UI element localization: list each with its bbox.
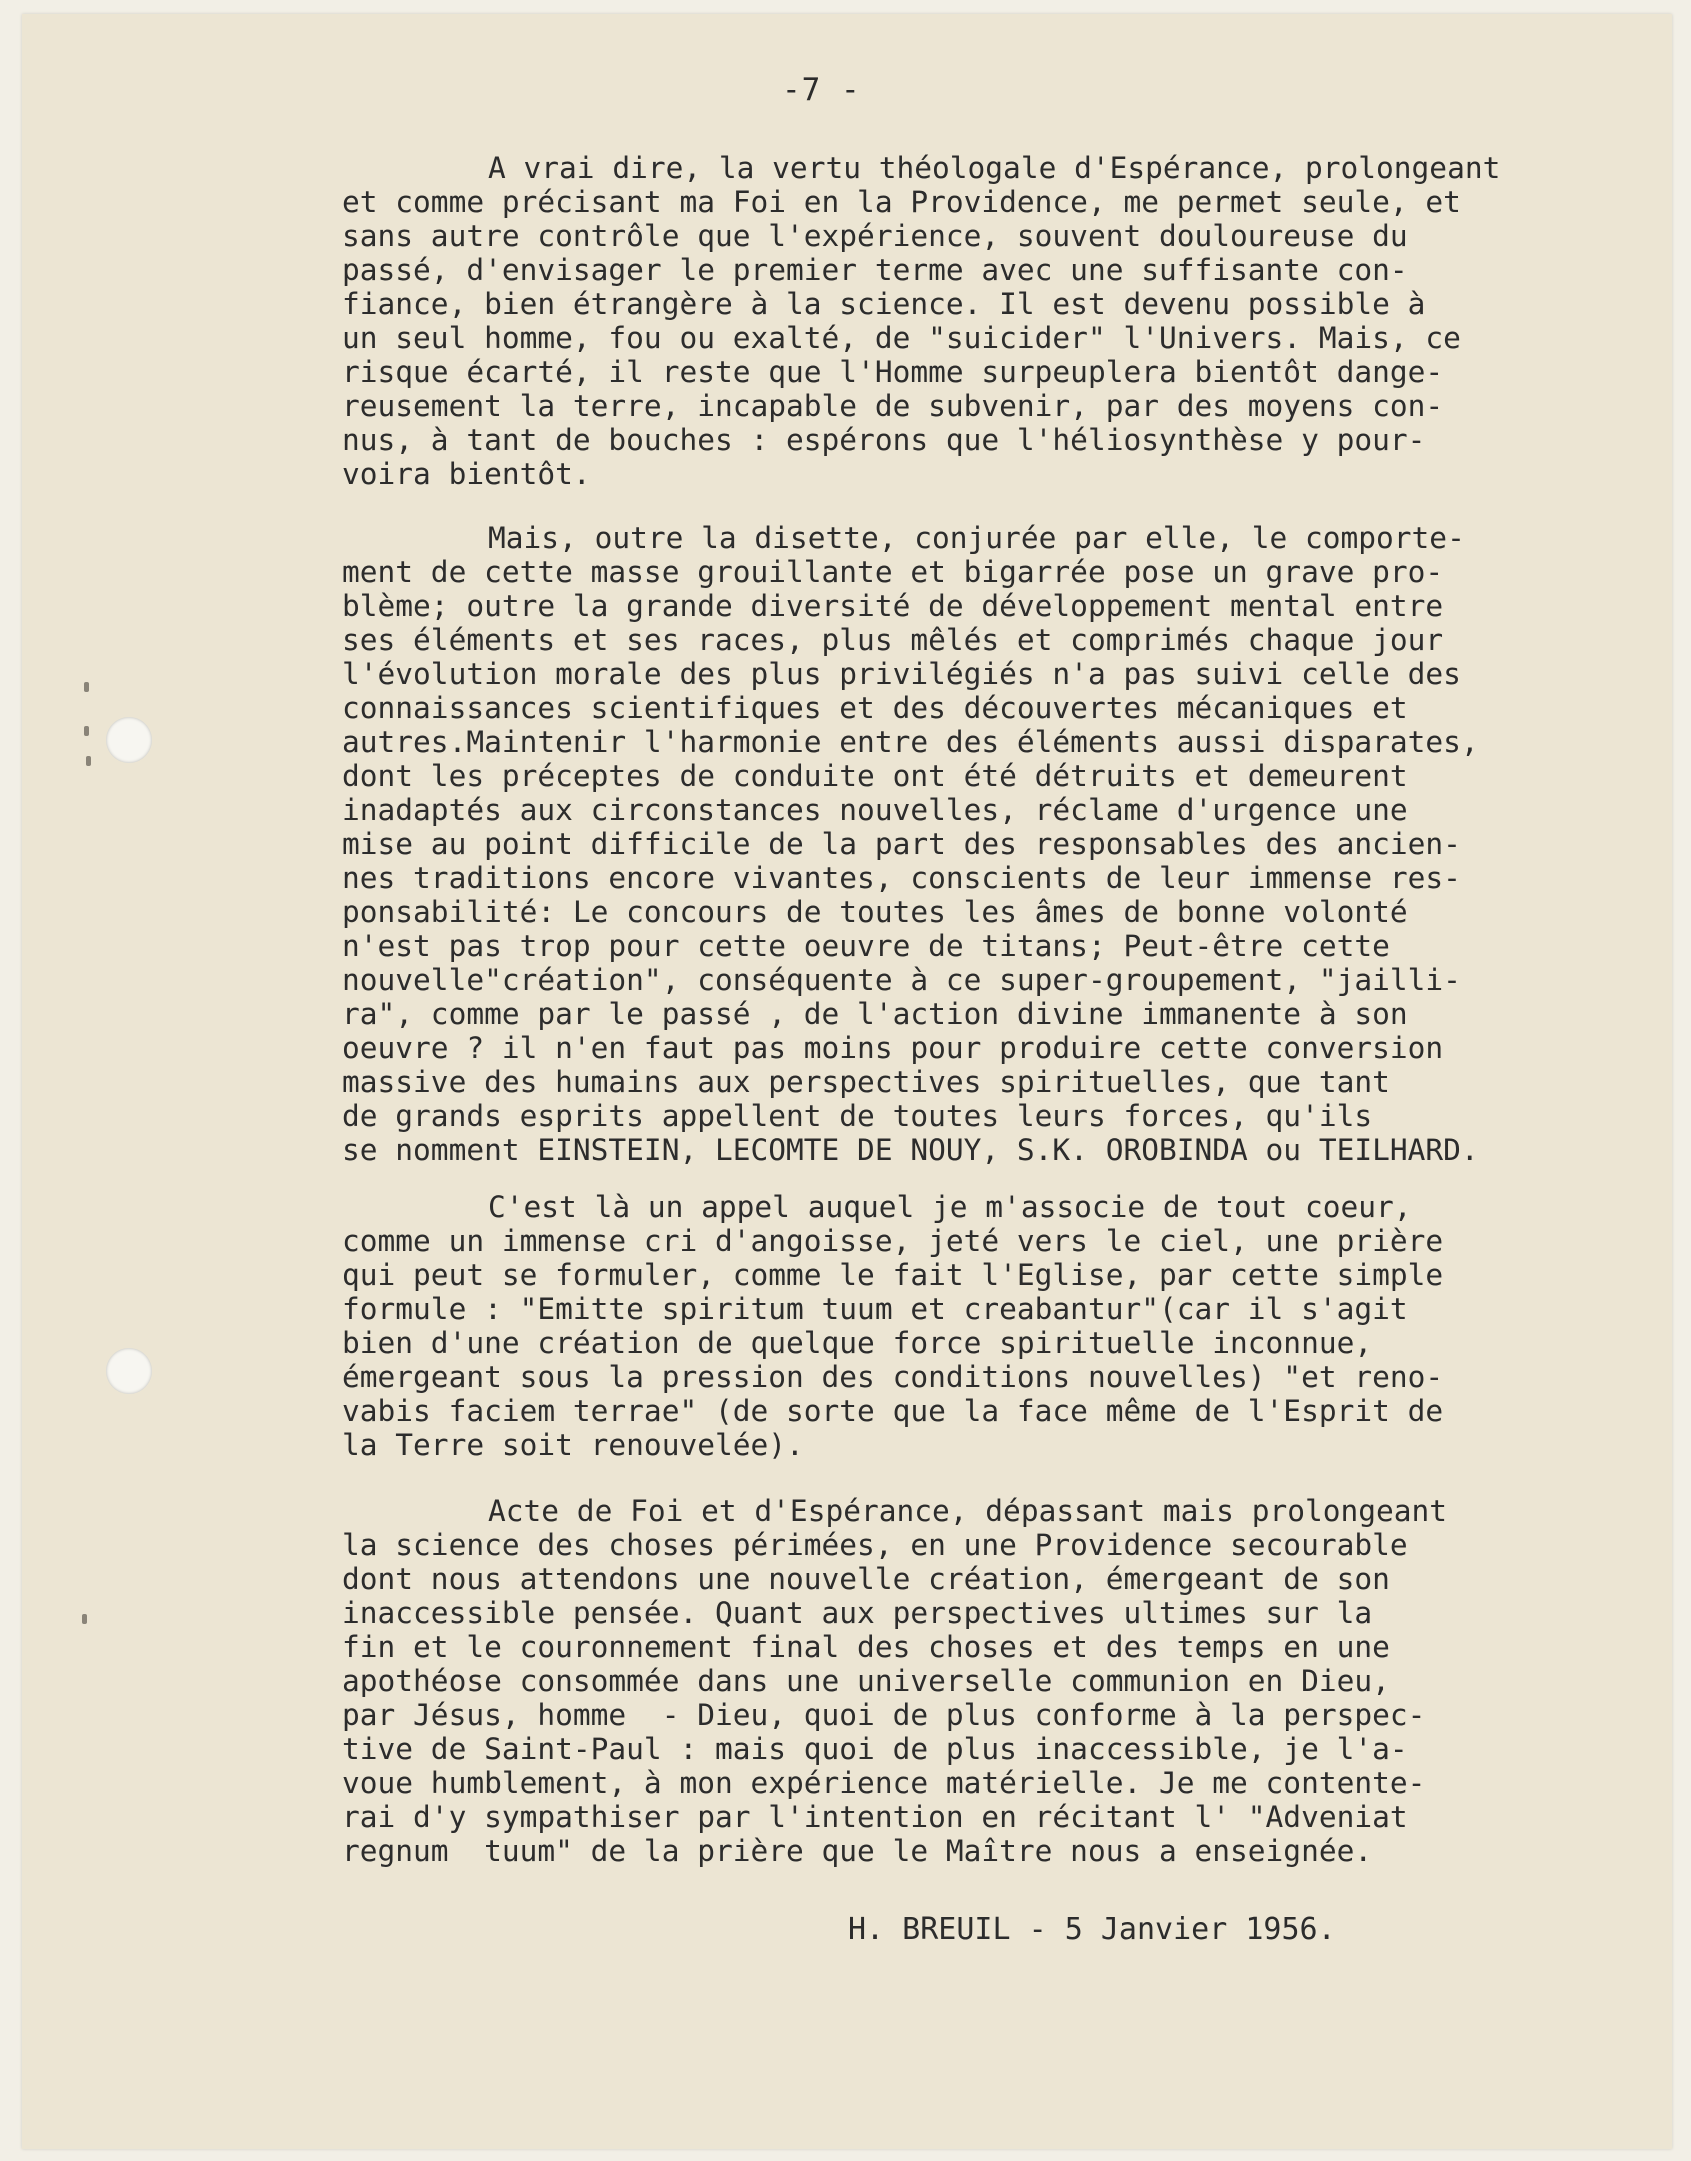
- text-line: comme un immense cri d'angoisse, jeté vers le ciel, une prière: [342, 1224, 1444, 1258]
- page-number: -7 -: [782, 72, 861, 108]
- paragraph-3: [342, 1190, 1642, 1462]
- text-line: risque écarté, il reste que l'Homme surpeuplera bientôt dange-: [342, 355, 1444, 389]
- text-line: qui peut se formuler, comme le fait l'Eglise, par cette simple: [342, 1258, 1444, 1292]
- punch-hole-top: [106, 717, 152, 763]
- typewritten-page: [22, 14, 1672, 2149]
- text-line: voira bientôt.: [342, 457, 591, 491]
- text-line: blème; outre la grande diversité de développement mental entre: [342, 589, 1444, 623]
- text-line: C'est là un appel auquel je m'associe de tout coeur,: [488, 1190, 1412, 1224]
- text-line: bien d'une création de quelque force spirituelle inconnue,: [342, 1326, 1373, 1360]
- text-line: inadaptés aux circonstances nouvelles, réclame d'urgence une: [342, 793, 1408, 827]
- text-line: massive des humains aux perspectives spirituelles, que tant: [342, 1065, 1390, 1099]
- text-line: la Terre soit renouvelée).: [342, 1428, 804, 1462]
- text-line: autres.Maintenir l'harmonie entre des éléments aussi disparates,: [342, 725, 1479, 759]
- text-line: fiance, bien étrangère à la science. Il est devenu possible à: [342, 287, 1426, 321]
- text-line: passé, d'envisager le premier terme avec une suffisante con-: [342, 253, 1408, 287]
- paragraph-4: [342, 1494, 1642, 1868]
- text-line: connaissances scientifiques et des découvertes mécaniques et: [342, 691, 1408, 725]
- punch-hole-bottom: [106, 1348, 152, 1394]
- margin-mark: [84, 726, 89, 736]
- text-line: oeuvre ? il n'en faut pas moins pour produire cette conversion: [342, 1031, 1444, 1065]
- text-line: sans autre contrôle que l'expérience, souvent douloureuse du: [342, 219, 1408, 253]
- text-line: un seul homme, fou ou exalté, de "suicider" l'Univers. Mais, ce: [342, 321, 1461, 355]
- text-line: inaccessible pensée. Quant aux perspectives ultimes sur la: [342, 1596, 1373, 1630]
- text-line: A vrai dire, la vertu théologale d'Espérance, prolongeant: [488, 151, 1501, 185]
- text-line: Acte de Foi et d'Espérance, dépassant mais prolongeant: [488, 1494, 1448, 1528]
- paragraph-1: [342, 151, 1642, 491]
- text-line: voue humblement, à mon expérience matérielle. Je me contente-: [342, 1766, 1426, 1800]
- text-line: reusement la terre, incapable de subvenir, par des moyens con-: [342, 389, 1444, 423]
- text-line: dont nous attendons une nouvelle création, émergeant de son: [342, 1562, 1390, 1596]
- paragraph-2: [342, 521, 1642, 1167]
- text-line: formule : "Emitte spiritum tuum et creabantur"(car il s'agit: [342, 1292, 1408, 1326]
- text-line: nus, à tant de bouches : espérons que l'héliosynthèse y pour-: [342, 423, 1426, 457]
- margin-mark: [84, 682, 89, 692]
- margin-mark: [82, 1614, 87, 1624]
- text-line: ponsabilité: Le concours de toutes les âmes de bonne volonté: [342, 895, 1408, 929]
- margin-mark: [86, 756, 91, 766]
- text-line: Mais, outre la disette, conjurée par elle, le comporte-: [488, 521, 1465, 555]
- text-line: ment de cette masse grouillante et bigarrée pose un grave pro-: [342, 555, 1444, 589]
- text-line: vabis faciem terrae" (de sorte que la face même de l'Esprit de: [342, 1394, 1444, 1428]
- text-line: se nomment EINSTEIN, LECOMTE DE NOUY, S.K. OROBINDA ou TEILHARD.: [342, 1133, 1479, 1167]
- text-line: ses éléments et ses races, plus mêlés et comprimés chaque jour: [342, 623, 1444, 657]
- text-line: de grands esprits appellent de toutes leurs forces, qu'ils: [342, 1099, 1373, 1133]
- text-line: nouvelle"création", conséquente à ce super-groupement, "jailli-: [342, 963, 1461, 997]
- text-line: émergeant sous la pression des conditions nouvelles) "et reno-: [342, 1360, 1444, 1394]
- text-line: rai d'y sympathiser par l'intention en récitant l' "Adveniat: [342, 1800, 1408, 1834]
- signature-line: H. BREUIL - 5 Janvier 1956.: [848, 1912, 1336, 1947]
- text-line: mise au point difficile de la part des responsables des ancien-: [342, 827, 1461, 861]
- text-line: regnum tuum" de la prière que le Maître nous a enseignée.: [342, 1834, 1373, 1868]
- text-line: l'évolution morale des plus privilégiés n'a pas suivi celle des: [342, 657, 1461, 691]
- text-line: nes traditions encore vivantes, conscients de leur immense res-: [342, 861, 1461, 895]
- text-line: la science des choses périmées, en une Providence secourable: [342, 1528, 1408, 1562]
- text-line: ra", comme par le passé , de l'action divine immanente à son: [342, 997, 1408, 1031]
- text-line: apothéose consommée dans une universelle communion en Dieu,: [342, 1664, 1390, 1698]
- text-line: par Jésus, homme - Dieu, quoi de plus conforme à la perspec-: [342, 1698, 1426, 1732]
- text-line: n'est pas trop pour cette oeuvre de titans; Peut-être cette: [342, 929, 1390, 963]
- text-line: tive de Saint-Paul : mais quoi de plus inaccessible, je l'a-: [342, 1732, 1408, 1766]
- text-line: dont les préceptes de conduite ont été détruits et demeurent: [342, 759, 1408, 793]
- text-line: fin et le couronnement final des choses et des temps en une: [342, 1630, 1390, 1664]
- text-line: et comme précisant ma Foi en la Providence, me permet seule, et: [342, 185, 1461, 219]
